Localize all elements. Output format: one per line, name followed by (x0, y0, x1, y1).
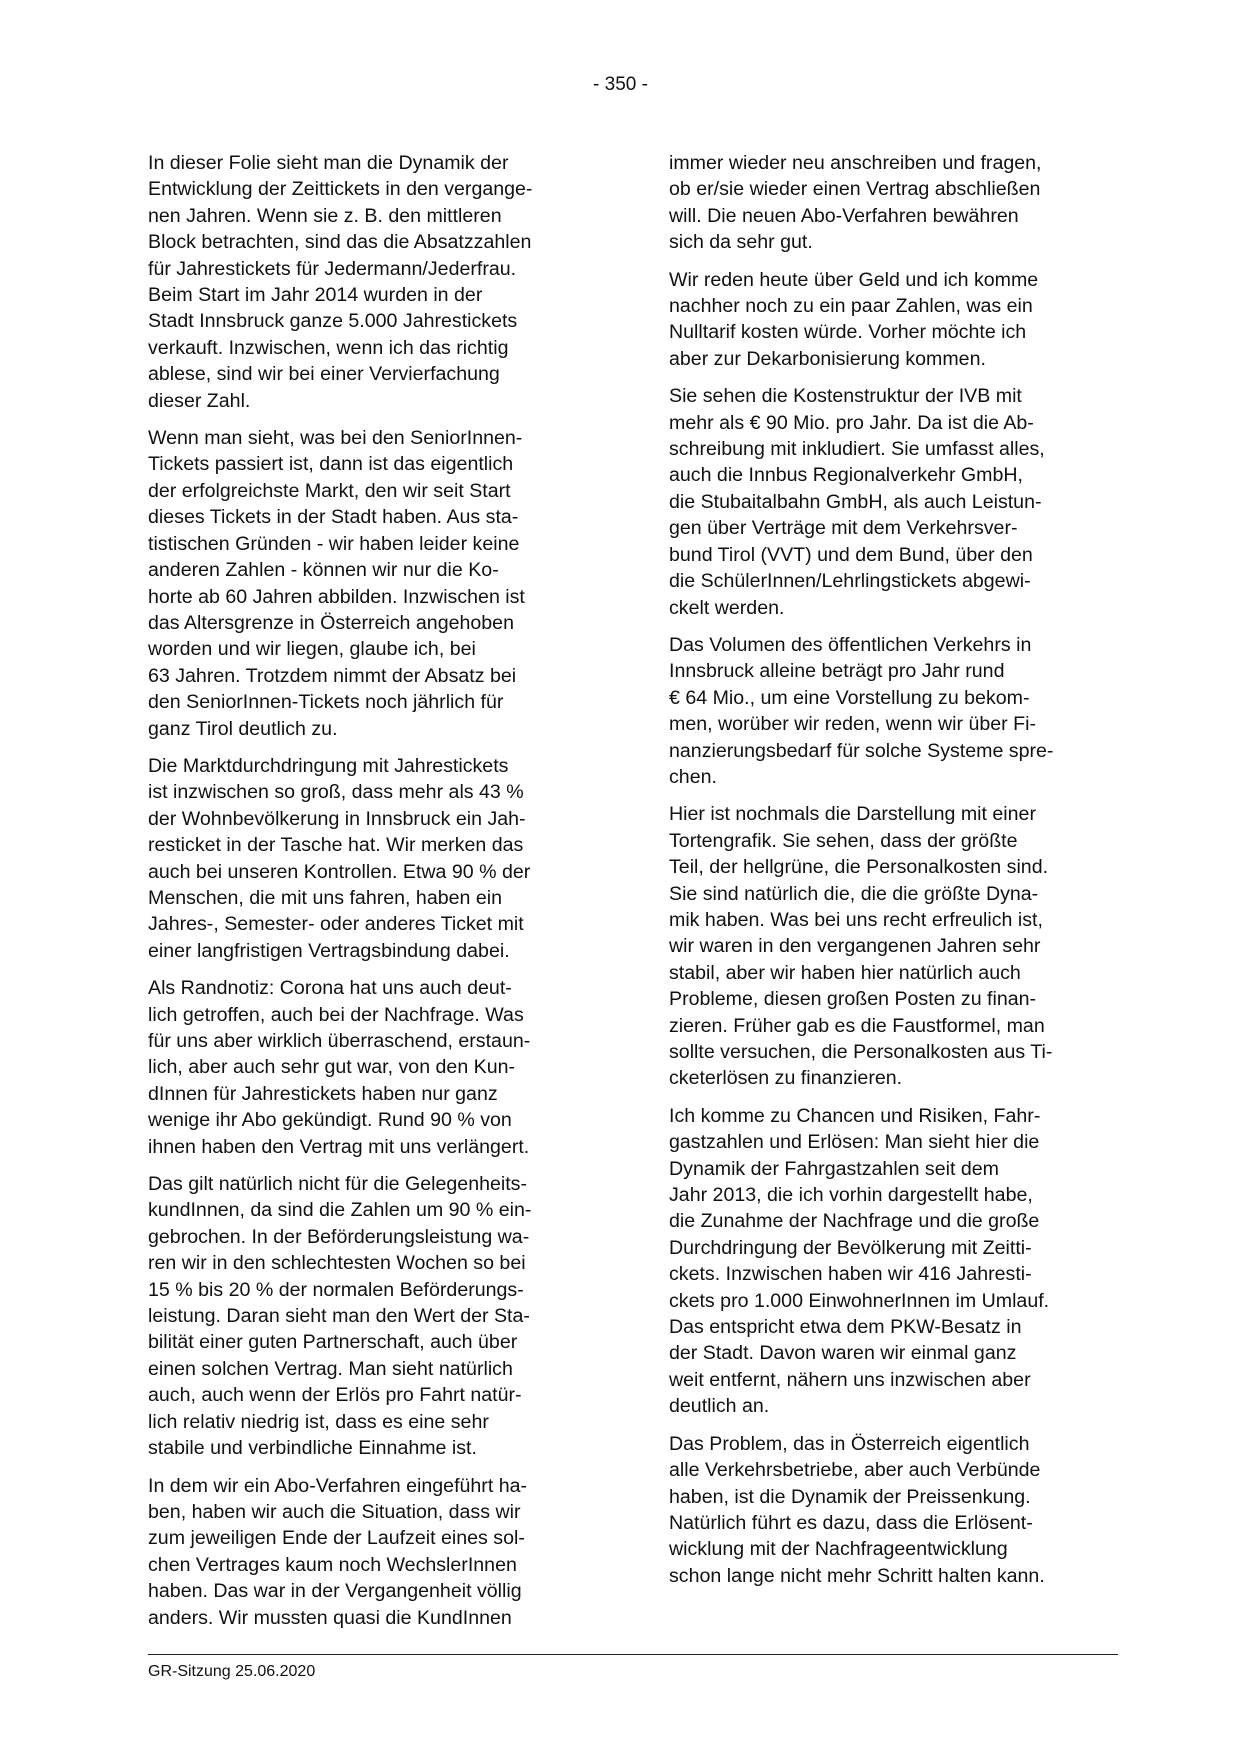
footer-session-date: GR-Sitzung 25.06.2020 (148, 1663, 316, 1680)
page-number: - 350 - (593, 74, 648, 95)
right-column (669, 150, 1119, 1600)
paragraph: Wenn man sieht, was bei den SeniorInnen- Tickets passiert ist, dann ist das eigentlich der erfolgreichste Markt, den wir seit Start dieses Tickets in der Stadt haben. Aus sta- tistischen Gründen - wir haben leider keine anderen Zahlen - können wir nur die Ko- horte ab 60 Jahren abbilden. Inzwischen ist das Altersgrenze in Österreich angehoben worden und wir liegen, glaube ich, bei 63 Jahren. Trotzdem nimmt der Absatz bei den SeniorInnen-Tickets noch jährlich für ganz Tirol deutlich zu. (148, 427, 525, 740)
paragraph: Hier ist nochmals die Darstellung mit einer Tortengrafik. Sie sehen, dass der größte Teil, der hellgrüne, die Personalkosten sind. Sie sind natürlich die, die die größte Dyna- mik haben. Was bei uns recht erfreulich ist, wir waren in den vergangenen Jahren sehr stabil, aber wir haben hier natürlich auch Probleme, diesen großen Posten zu finan- zieren. Früher gab es die Faustformel, man sollte versuchen, die Personalkosten aus Ti- cketerlösen zu finanzieren. (669, 803, 1053, 1090)
footer-divider (148, 1654, 1118, 1655)
paragraph: In dieser Folie sieht man die Dynamik der Entwicklung der Zeittickets in den vergange- nen Jahren. Wenn sie z. B. den mittleren Block betrachten, sind das die Absatzzahlen für Jahrestickets für Jedermann/Jederfrau. Beim Start im Jahr 2014 wurden in der Stadt Innsbruck ganze 5.000 Jahrestickets verkauft. Inzwischen, wenn ich das richtig ablese, sind wir bei einer Vervierfachung dieser Zahl. (148, 152, 533, 412)
paragraph: Sie sehen die Kostenstruktur der IVB mit mehr als € 90 Mio. pro Jahr. Da ist die Ab- schreibung mit inkludiert. Sie umfasst alles, auch die Innbus Regionalverkehr GmbH, die Stubaitalbahn GmbH, als auch Leistun- gen über Verträge mit dem Verkehrsver- bund Tirol (VVT) und dem Bund, über den die SchülerInnen/Lehrlingstickets abgewi- ckelt werden. (669, 385, 1045, 619)
paragraph: Als Randnotiz: Corona hat uns auch deut- lich getroffen, auch bei der Nachfrage. Was für uns aber wirklich überraschend, erstaun- lich, aber auch sehr gut war, von den Kun- dInnen für Jahrestickets haben nur ganz wenige ihr Abo gekündigt. Rund 90 % von ihnen haben den Vertrag mit uns verlängert. (148, 977, 531, 1158)
left-column (148, 150, 598, 1642)
paragraph: Ich komme zu Chancen und Risiken, Fahr- gastzahlen und Erlösen: Man sieht hier die Dynamik der Fahrgastzahlen seit dem Jahr 2013, die ich vorhin dargestellt habe, die Zunahme der Nachfrage und die große Durchdringung der Bevölkerung mit Zeitti- ckets. Inzwischen haben wir 416 Jahresti- ckets pro 1.000 EinwohnerInnen im Umlauf. Das entspricht etwa dem PKW-Besatz in der Stadt. Davon waren wir einmal ganz weit entfernt, nähern uns inzwischen aber deutlich an. (669, 1104, 1050, 1418)
paragraph: In dem wir ein Abo-Verfahren eingeführt ha- ben, haben wir auch die Situation, dass wir zum jeweiligen Ende der Laufzeit eines sol- chen Vertrages kaum noch WechslerInnen haben. Das war in der Vergangenheit völlig anders. Wir mussten quasi die KundInnen (148, 1474, 528, 1629)
paragraph: Das gilt natürlich nicht für die Gelegenheits- kundInnen, da sind die Zahlen um 90 % ein- gebrochen. In der Beförderungsleistung wa- ren wir in den schlechtesten Wochen so bei 15 % bis 20 % der normalen Beförderungs- leistung. Daran sieht man den Wert der Sta- bilität einer guten Partnerschaft, auch über einen solchen Vertrag. Man sieht natürlich auch, auch wenn der Erlös pro Fahrt natür- lich relativ niedrig ist, dass es eine sehr stabile und verbindliche Einnahme ist. (148, 1173, 532, 1460)
paragraph: Das Volumen des öffentlichen Verkehrs in Innsbruck alleine beträgt pro Jahr rund € 64 Mio., um eine Vorstellung zu bekom- men, worüber wir reden, wenn wir über Fi- nanzierungsbedarf für solche Systeme spre- chen. (669, 633, 1054, 788)
paragraph: immer wieder neu anschreiben und fragen, ob er/sie wieder einen Vertrag abschließen will. Die neuen Abo-Verfahren bewähren sich da sehr gut. (669, 152, 1042, 254)
paragraph: Wir reden heute über Geld und ich komme nachher noch zu ein paar Zahlen, was ein Nulltarif kosten würde. Vorher möchte ich aber zur Dekarbonisierung kommen. (669, 268, 1039, 370)
paragraph: Die Marktdurchdringung mit Jahrestickets ist inzwischen so groß, dass mehr als 43 % der Wohnbevölkerung in Innsbruck ein Jah- resticket in der Tasche hat. Wir merken das auch bei unseren Kontrollen. Etwa 90 % der Menschen, die mit uns fahren, haben ein Jahres-, Semester- oder anderes Ticket mit einer langfristigen Vertragsbindung dabei. (148, 754, 531, 962)
paragraph: Das Problem, das in Österreich eigentlich alle Verkehrsbetriebe, aber auch Verbünde haben, ist die Dynamik der Preissenkung. Natürlich führt es dazu, dass die Erlösent- wicklung mit der Nachfrageentwicklung schon lange nicht mehr Schritt halten kann. (669, 1432, 1045, 1587)
